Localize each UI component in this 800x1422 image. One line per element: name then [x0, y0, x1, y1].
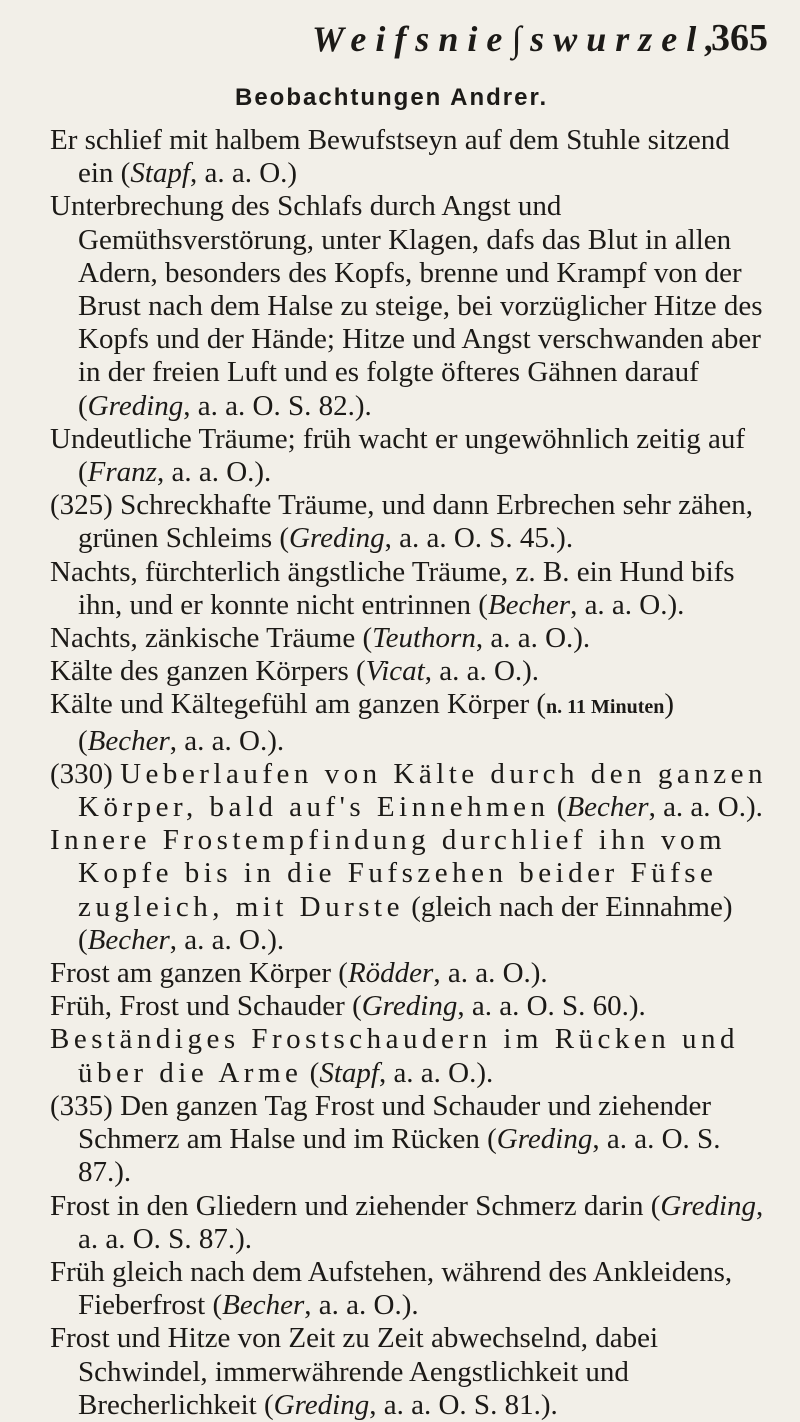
source-author: Becher	[87, 923, 170, 956]
source-author: Rödder	[347, 957, 434, 990]
symptom-entry	[50, 990, 772, 1023]
source-author: Becher	[566, 791, 649, 824]
entry-text: , a. a. O.).	[304, 1289, 419, 1322]
symptom-list	[50, 124, 772, 1422]
entry-text: Früh gleich nach dem Aufstehen, während des Ankleidens, Fieberfrost (	[50, 1255, 733, 1322]
source-author: Franz	[87, 456, 157, 489]
entry-text: (325) Schreckhafte Träume, und dann Erbrechen sehr zähen, grünen Schleims (	[50, 489, 753, 555]
source-author: Greding	[273, 1388, 370, 1421]
symptom-entry	[50, 758, 772, 824]
entry-text: Undeutliche Träume; früh wacht er ungewöhnlich zeitig auf (	[50, 422, 745, 489]
small-note: n. 11 Minuten	[546, 696, 665, 719]
source-author: Stapf	[319, 1056, 379, 1089]
entry-text: Frost und Hitze von Zeit zu Zeit abwechselnd, dabei Schwindel, immerwährende Aengstlichkeit und Brecherlichkeit (	[50, 1322, 659, 1421]
entry-text: Nachts, zänkische Träume (	[50, 622, 373, 655]
entry-text: , a. a. O. S. 81.).	[369, 1388, 558, 1421]
entry-text: Er schlief mit halbem Bewufstseyn auf dem Stuhle sitzend ein (	[50, 124, 730, 190]
symptom-entry	[50, 1322, 772, 1422]
entry-text: Frost am ganzen Körper (	[50, 957, 348, 990]
source-author: Becher	[222, 1289, 305, 1322]
symptom-entry	[50, 622, 772, 655]
spaced-emphasis-text: Beständiges Frostschaudern im Rücken und über die Arme	[50, 1023, 740, 1089]
entry-text: (335) Den ganzen Tag Frost und Schauder und ziehender Schmerz am Halse und im Rücken (	[50, 1089, 712, 1156]
entry-text: , a. a. O.).	[648, 791, 763, 824]
source-author: Greding	[289, 522, 385, 555]
entry-text: (	[302, 1056, 320, 1089]
entry-text: Kälte und Kältegefühl am ganzen Körper (	[50, 688, 547, 721]
entry-text: (	[549, 791, 567, 824]
entry-text: , a. a. O.).	[570, 588, 685, 621]
entry-text: Frost in den Gliedern und ziehender Schmerz darin (	[50, 1189, 661, 1222]
entry-text: , a. a. O.)	[189, 157, 298, 190]
entry-text: , a. a. O. S. 82.).	[183, 389, 372, 422]
entry-text: , a. a. O.).	[156, 456, 272, 489]
entry-text: , a. a. O.).	[475, 622, 591, 655]
section-heading: Beobachtungen Andrer.	[235, 84, 549, 111]
entry-text: (330)	[50, 757, 121, 790]
source-author: Teuthorn	[372, 622, 476, 655]
entry-text: Früh, Frost und Schauder (	[50, 990, 362, 1023]
entry-text: , a. a. O.).	[433, 957, 548, 990]
symptom-entry	[50, 556, 772, 622]
symptom-entry	[50, 655, 772, 688]
source-author: Greding	[87, 389, 184, 422]
entry-text: , a. a. O. S. 87.).	[78, 1123, 721, 1189]
source-author: Becher	[87, 724, 170, 757]
symptom-entry	[50, 489, 772, 555]
source-author: Vicat	[365, 655, 425, 688]
source-author: Greding	[496, 1123, 593, 1156]
symptom-entry	[50, 1023, 772, 1089]
entry-text: , a. a. O. S. 87.).	[78, 1189, 764, 1255]
symptom-entry	[50, 190, 772, 422]
entry-text: , a. a. O. S. 60.).	[457, 990, 646, 1023]
symptom-entry	[50, 423, 772, 489]
source-author: Becher	[487, 588, 571, 621]
source-author: Greding	[361, 990, 458, 1023]
entry-text: Unterbrechung des Schlafs durch Angst und Gemüthsverstörung, unter Klagen, dafs das Blut in allen Adern, besonders des Kopfs, brenne und Krampf von der Brust nach dem Halse zu steige, bei vorzüglicher Hitze des Kopfs und der Hände; Hitze und Angst verschwanden aber in der freien Luft und es folgte öfteres Gähnen darauf (	[50, 190, 763, 422]
page-number: 365	[711, 17, 768, 59]
symptom-entry	[50, 1256, 772, 1322]
entry-text: ) (	[78, 688, 675, 757]
source-author: Greding	[660, 1189, 757, 1222]
symptom-entry	[50, 688, 772, 757]
symptom-entry	[50, 124, 772, 190]
symptom-entry	[50, 957, 772, 990]
symptom-entry	[50, 824, 772, 957]
source-author: Stapf	[130, 157, 190, 190]
running-title: Weifsnie∫swurzel,	[312, 19, 724, 59]
spaced-emphasis-text: Ueberlaufen von Kälte durch den ganzen Körper, bald auf's Einnehmen	[78, 757, 767, 824]
entry-text: Kälte des ganzen Körpers (	[50, 655, 366, 688]
entry-text: , a. a. O. S. 45.).	[384, 522, 574, 555]
page-header	[0, 6, 800, 66]
entry-text: Nachts, fürchterlich ängstliche Träume, z. B. ein Hund bifs ihn, und er konnte nicht entrinnen (	[50, 555, 735, 621]
entry-text: , a. a. O.).	[424, 655, 540, 688]
symptom-entry	[50, 1090, 772, 1190]
entry-text: (gleich nach der Einnahme) (	[78, 890, 733, 956]
entry-text: , a. a. O.).	[169, 724, 285, 757]
entry-text: , a. a. O.).	[169, 923, 285, 956]
symptom-entry	[50, 1190, 772, 1256]
spaced-emphasis-text: Innere Frostempfindung durchlief ihn vom Kopfe bis in die Fufszehen beider Füfse zugleich, mit Durste	[50, 824, 727, 923]
entry-text: , a. a. O.).	[378, 1056, 494, 1089]
